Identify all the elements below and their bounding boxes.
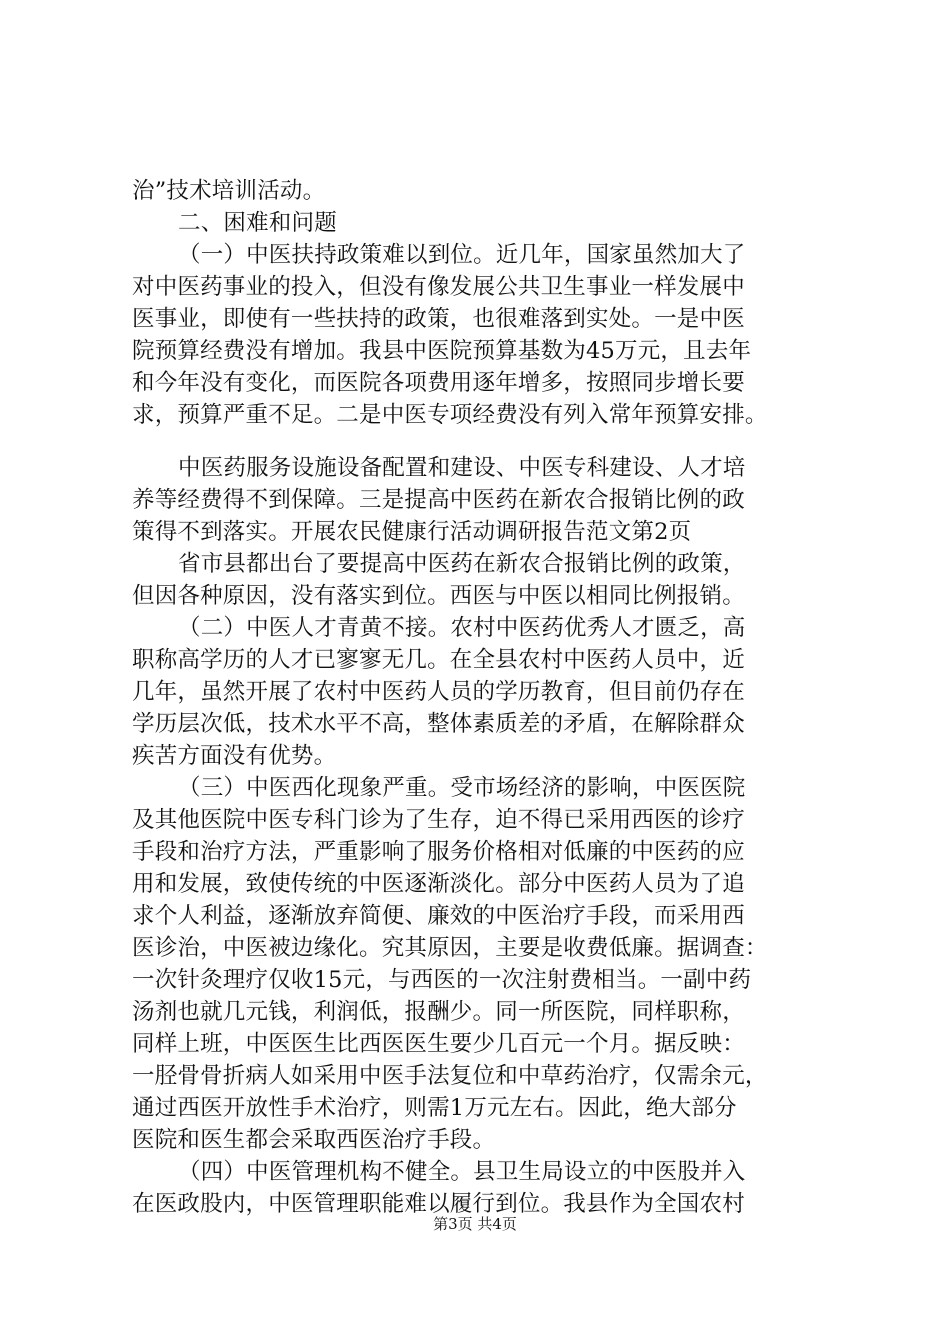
- text-line: 汤剂也就几元钱，利润低，报酬少。同一所医院，同样职称，: [132, 999, 745, 1025]
- text-line: 在医政股内，中医管理职能难以履行到位。我县作为全国农村: [132, 1191, 745, 1217]
- text-line: 养等经费得不到保障。三是提高中医药在新农合报销比例的政: [132, 487, 745, 513]
- text-line: （三）中医西化现象严重。受市场经济的影响，中医医院: [178, 775, 746, 801]
- text-line: 医院和医生都会采取西医治疗手段。: [132, 1127, 496, 1153]
- text-line: 及其他医院中医专科门诊为了生存，迫不得已采用西医的诊疗: [132, 807, 745, 833]
- text-line: 求个人利益，逐渐放弃简便、廉效的中医治疗手段，而采用西: [132, 903, 745, 929]
- text-line: 疾苦方面没有优势。: [132, 743, 337, 769]
- text-line: 一胫骨骨折病人如采用中医手法复位和中草药治疗，仅需余元，: [132, 1063, 768, 1089]
- text-line: 求，预算严重不足。二是中医专项经费没有列入常年预算安排。: [132, 402, 768, 428]
- text-line: 省市县都出台了要提高中医药在新农合报销比例的政策，: [178, 551, 746, 577]
- text-line: 通过西医开放性手术治疗，则需1万元左右。因此，绝大部分: [132, 1095, 737, 1121]
- text-line: （二）中医人才青黄不接。农村中医药优秀人才匮乏，高: [178, 615, 746, 641]
- text-line: 医事业，即使有一些扶持的政策，也很难落到实处。一是中医: [132, 306, 745, 332]
- text-line: 治”技术培训活动。: [132, 178, 326, 204]
- text-line: 和今年没有变化，而医院各项费用逐年增多，按照同步增长要: [132, 370, 745, 396]
- page-footer: 第3页 共4页: [433, 1215, 517, 1233]
- text-line: 一次针灸理疗仅收15元，与西医的一次注射费相当。一副中药: [132, 967, 752, 993]
- text-line: （一）中医扶持政策难以到位。近几年，国家虽然加大了: [178, 242, 746, 268]
- text-line: 但因各种原因，没有落实到位。西医与中医以相同比例报销。: [132, 583, 745, 609]
- text-line: 职称高学历的人才已寥寥无几。在全县农村中医药人员中，近: [132, 647, 745, 673]
- text-line: 同样上班，中医医生比西医医生要少几百元一个月。据反映：: [132, 1031, 745, 1057]
- text-line: 医诊治，中医被边缘化。究其原因，主要是收费低廉。据调查：: [132, 935, 768, 961]
- text-line: 策得不到落实。开展农民健康行活动调研报告范文第2页: [132, 519, 692, 545]
- text-line: （四）中医管理机构不健全。县卫生局设立的中医股并入: [178, 1159, 746, 1185]
- text-line: 对中医药事业的投入，但没有像发展公共卫生事业一样发展中: [132, 274, 745, 300]
- text-line: 用和发展，致使传统的中医逐渐淡化。部分中医药人员为了追: [132, 871, 745, 897]
- text-line: 手段和治疗方法，严重影响了服务价格相对低廉的中医药的应: [132, 839, 745, 865]
- text-line: 几年，虽然开展了农村中医药人员的学历教育，但目前仍存在: [132, 679, 745, 705]
- text-line: 学历层次低，技术水平不高，整体素质差的矛盾，在解除群众: [132, 711, 745, 737]
- section-heading: 二、困难和问题: [178, 210, 337, 236]
- text-line: 院预算经费没有增加。我县中医院预算基数为45万元，且去年: [132, 338, 752, 364]
- text-line: 中医药服务设施设备配置和建设、中医专科建设、人才培: [178, 455, 746, 481]
